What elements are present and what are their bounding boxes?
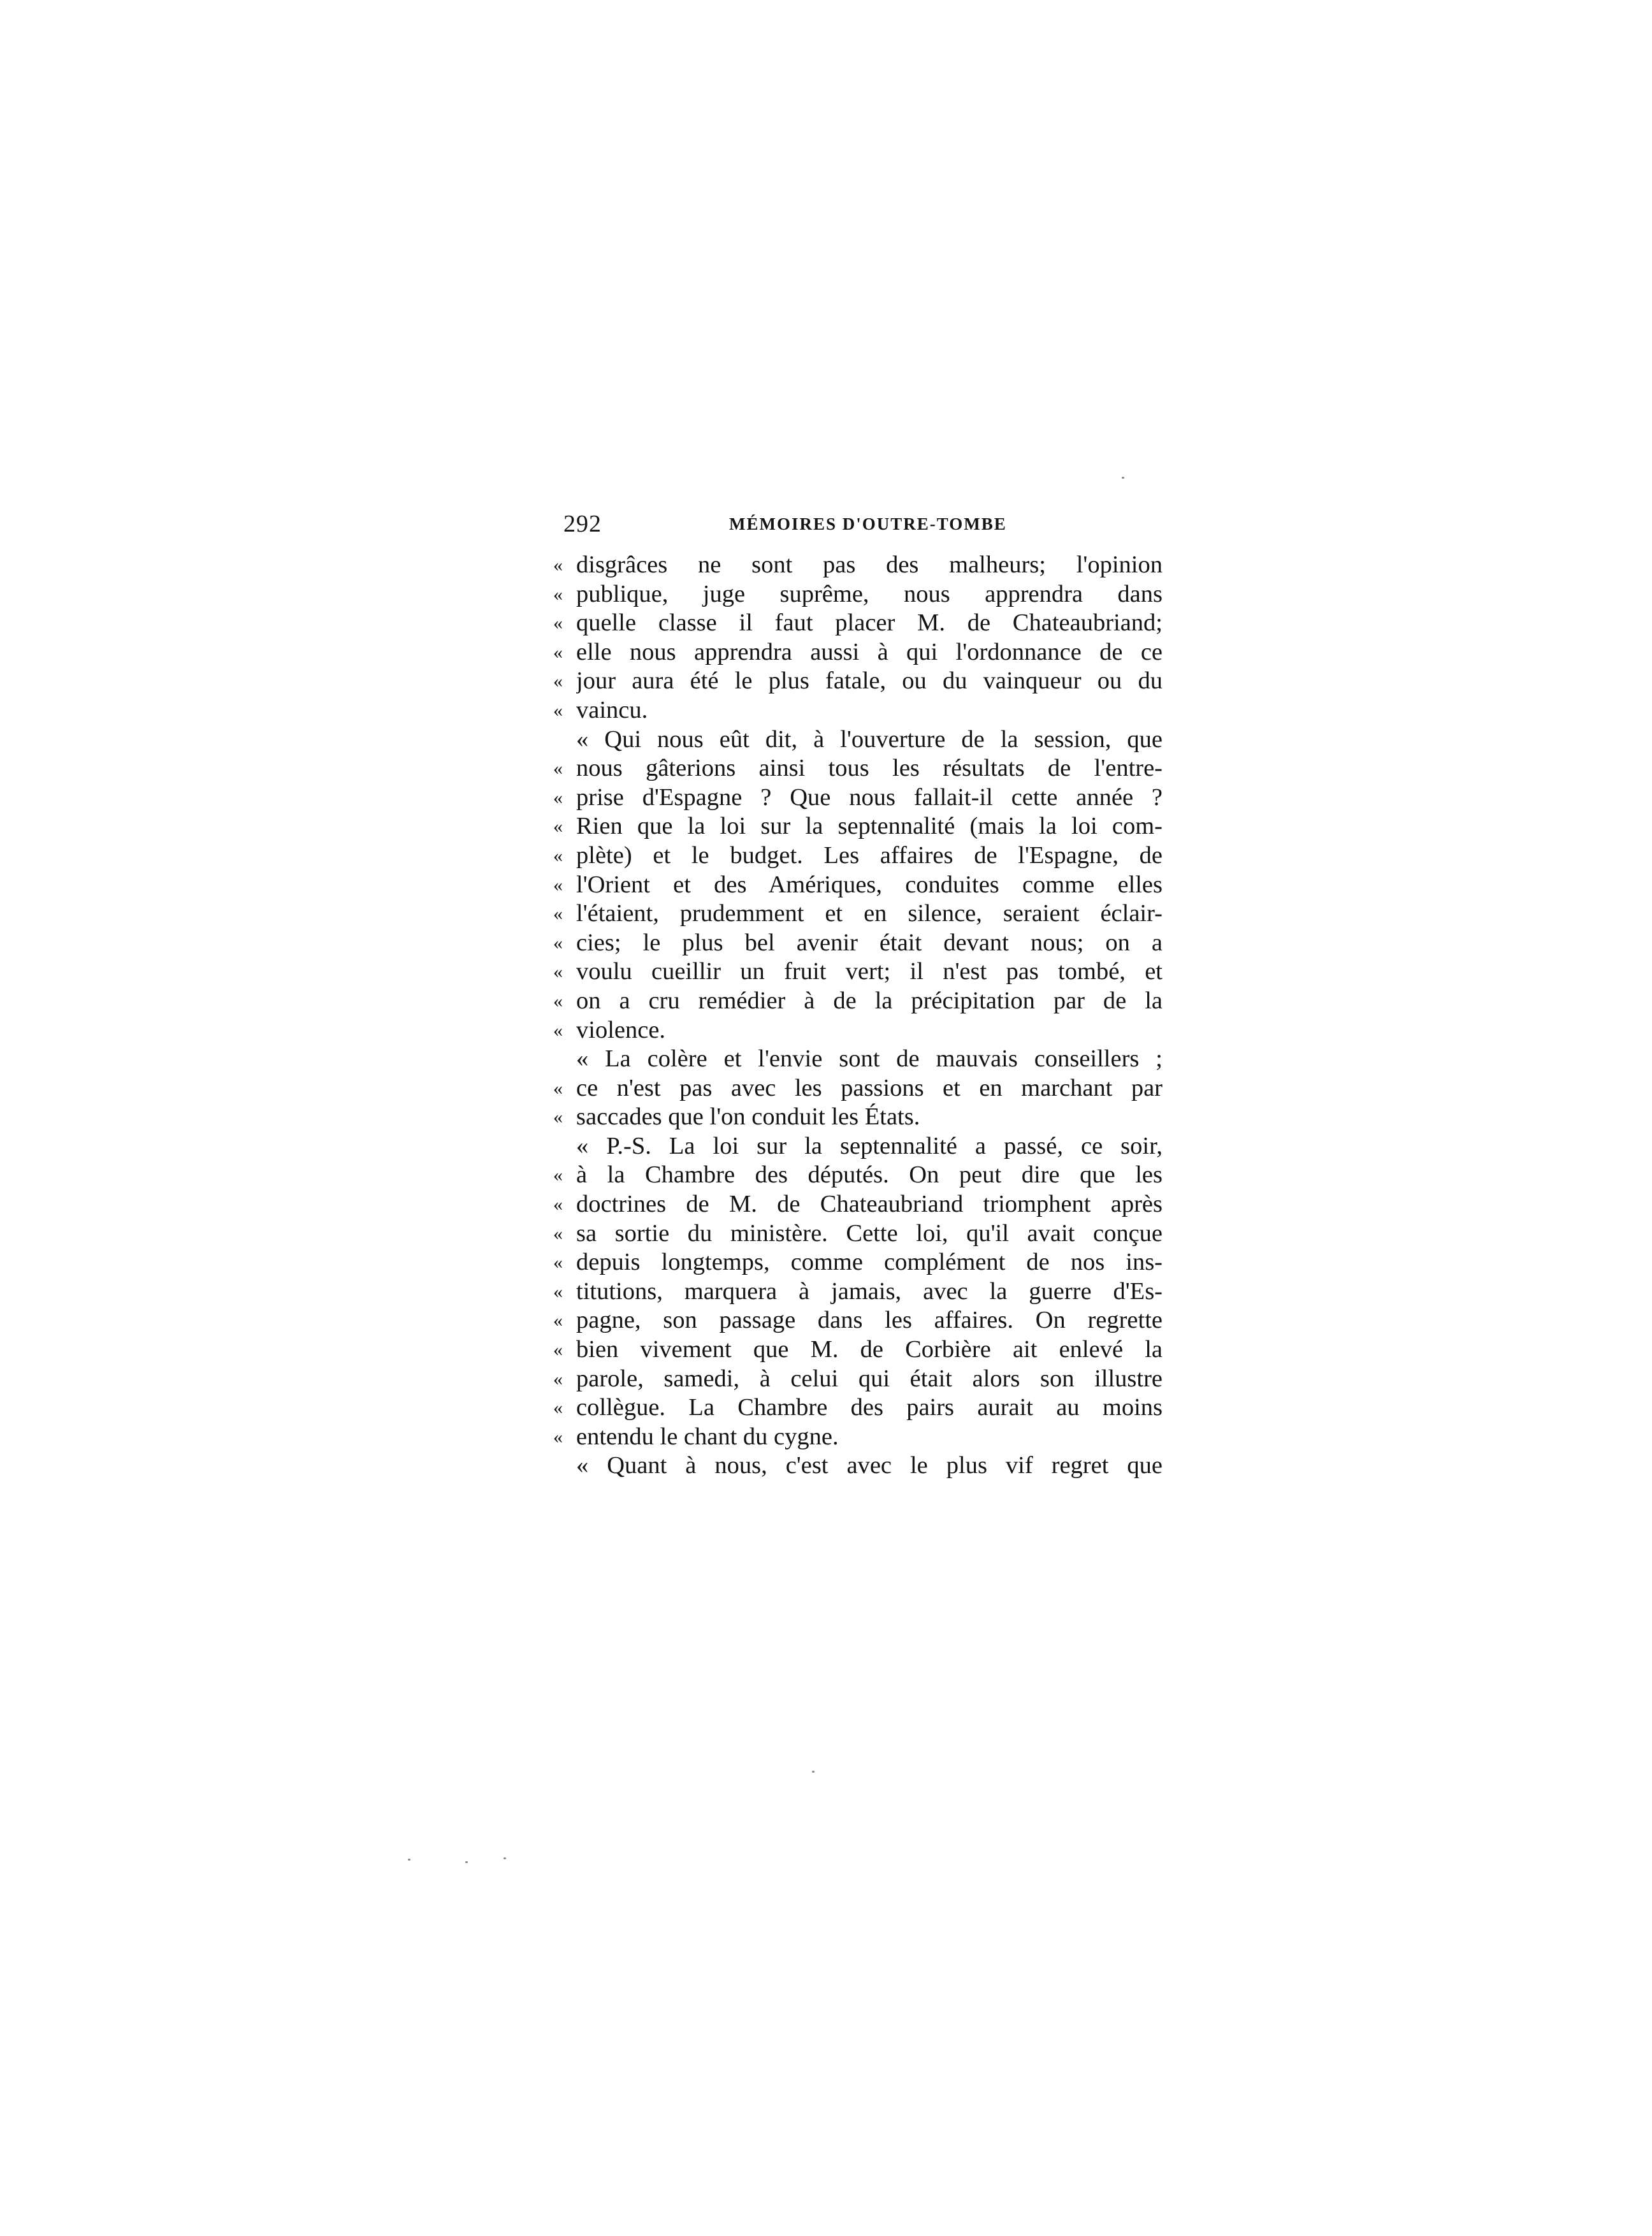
scan-speck [812, 1771, 815, 1773]
quote-mark: « [553, 671, 563, 692]
text-line [553, 1016, 1163, 1045]
quote-mark: « [553, 555, 563, 576]
quote-mark: « [553, 1165, 563, 1186]
quote-mark: « [553, 1252, 563, 1274]
text-line [553, 1335, 1163, 1365]
text-line [553, 957, 1163, 987]
page-number: 292 [563, 511, 602, 537]
line-text: « P.-S. La loi sur la septennalité a passé, ce soir, [576, 1132, 1163, 1159]
line-text: cies; le plus bel avenir était devant nous; on a [576, 929, 1163, 956]
text-line [553, 1190, 1163, 1219]
quote-mark: « [553, 1019, 563, 1041]
quote-mark: « [553, 1426, 563, 1448]
line-text: violence. [576, 1016, 666, 1043]
quote-mark: « [553, 990, 563, 1012]
line-text: parole, samedi, à celui qui était alors son illustre [576, 1365, 1163, 1392]
line-text: voulu cueillir un fruit vert; il n'est pas tombé, et [576, 958, 1163, 985]
text-line [553, 987, 1163, 1016]
quote-mark: « [553, 641, 563, 663]
quote-mark: « [553, 874, 563, 896]
text-line [553, 696, 1163, 725]
scan-speck [465, 1861, 468, 1863]
line-text: « Qui nous eût dit, à l'ouverture de la session, que [576, 725, 1163, 753]
line-text: elle nous apprendra aussi à qui l'ordonnance de ce [576, 638, 1163, 665]
quote-mark: « [553, 699, 563, 721]
quote-mark: « [553, 1194, 563, 1216]
body-text [553, 551, 1163, 1481]
line-text: « La colère et l'envie sont de mauvais conseillers ; [576, 1045, 1163, 1073]
text-line [553, 1103, 1163, 1132]
text-line [553, 1074, 1163, 1103]
line-text: plète) et le budget. Les affaires de l'Espagne, de [576, 841, 1163, 869]
quote-mark: « [553, 1107, 563, 1128]
text-line [553, 1451, 1163, 1481]
quote-mark: « [553, 1368, 563, 1390]
line-text: quelle classe il faut placer M. de Chateaubriand; [576, 609, 1163, 637]
line-text: l'étaient, prudemment et en silence, seraient éclair- [576, 900, 1163, 927]
text-line [553, 841, 1163, 871]
quote-mark: « [553, 1397, 563, 1419]
text-line [553, 1423, 1163, 1452]
page-header [563, 505, 1163, 543]
text-line [553, 1161, 1163, 1190]
quote-mark: « [553, 1339, 563, 1361]
text-line [553, 1277, 1163, 1307]
quote-mark: « [553, 613, 563, 634]
text-line [553, 871, 1163, 900]
line-text: ce n'est pas avec les passions et en marchant par [576, 1074, 1163, 1101]
line-text: nous gâterions ainsi tous les résultats de l'entre- [576, 755, 1163, 782]
line-text: titutions, marquera à jamais, avec la guerre d'Es- [576, 1277, 1163, 1305]
quote-mark: « [553, 1223, 563, 1244]
text-line [553, 1393, 1163, 1423]
line-text: publique, juge suprême, nous apprendra dans [576, 580, 1163, 607]
text-line [553, 725, 1163, 755]
quote-mark: « [553, 816, 563, 838]
line-text: « Quant à nous, c'est avec le plus vif regret que [576, 1452, 1163, 1479]
text-line [553, 1248, 1163, 1277]
line-text: jour aura été le plus fatale, ou du vainqueur ou du [576, 667, 1163, 695]
line-text: entendu le chant du cygne. [576, 1423, 839, 1450]
line-text: vaincu. [576, 696, 648, 723]
text-line [553, 551, 1163, 580]
quote-mark: « [553, 845, 563, 866]
scan-speck [408, 1859, 410, 1861]
line-text: l'Orient et des Amériques, conduites comme elles [576, 871, 1163, 898]
text-line [553, 580, 1163, 609]
text-line [553, 1365, 1163, 1394]
line-text: Rien que la loi sur la septennalité (mais la loi com- [576, 813, 1163, 840]
quote-mark: « [553, 932, 563, 954]
line-text: bien vivement que M. de Corbière ait enlevé la [576, 1336, 1163, 1363]
line-text: prise d'Espagne ? Que nous fallait-il cette année ? [576, 783, 1163, 811]
line-text: saccades que l'on conduit les États. [576, 1103, 920, 1131]
text-line [553, 783, 1163, 813]
quote-mark: « [553, 758, 563, 780]
line-text: on a cru remédier à de la précipitation par de la [576, 987, 1163, 1014]
scan-speck [504, 1857, 506, 1859]
text-line [553, 1219, 1163, 1249]
quote-mark: « [553, 1310, 563, 1332]
line-text: disgrâces ne sont pas des malheurs; l'opinion [576, 551, 1163, 578]
line-text: pagne, son passage dans les affaires. On regrette [576, 1307, 1163, 1334]
line-text: à la Chambre des députés. On peut dire que les [576, 1161, 1163, 1189]
quote-mark: « [553, 583, 563, 605]
quote-mark: « [553, 787, 563, 808]
quote-mark: « [553, 903, 563, 925]
text-line [553, 1045, 1163, 1074]
line-text: sa sortie du ministère. Cette loi, qu'il avait conçue [576, 1219, 1163, 1247]
text-line [553, 754, 1163, 783]
text-line [553, 812, 1163, 841]
text-line [553, 1132, 1163, 1161]
text-line [553, 667, 1163, 696]
text-line [553, 899, 1163, 929]
text-line [553, 929, 1163, 958]
quote-mark: « [553, 1077, 563, 1099]
text-line [553, 609, 1163, 638]
quote-mark: « [553, 961, 563, 983]
line-text: collègue. La Chambre des pairs aurait au moins [576, 1394, 1163, 1421]
running-head: MÉMOIRES D'OUTRE-TOMBE [729, 514, 1007, 534]
quote-mark: « [553, 1281, 563, 1302]
text-line [553, 638, 1163, 667]
line-text: depuis longtemps, comme complément de nos ins- [576, 1249, 1163, 1276]
line-text: doctrines de M. de Chateaubriand triomphent après [576, 1191, 1163, 1218]
scan-speck [1122, 477, 1124, 479]
text-line [553, 1306, 1163, 1335]
